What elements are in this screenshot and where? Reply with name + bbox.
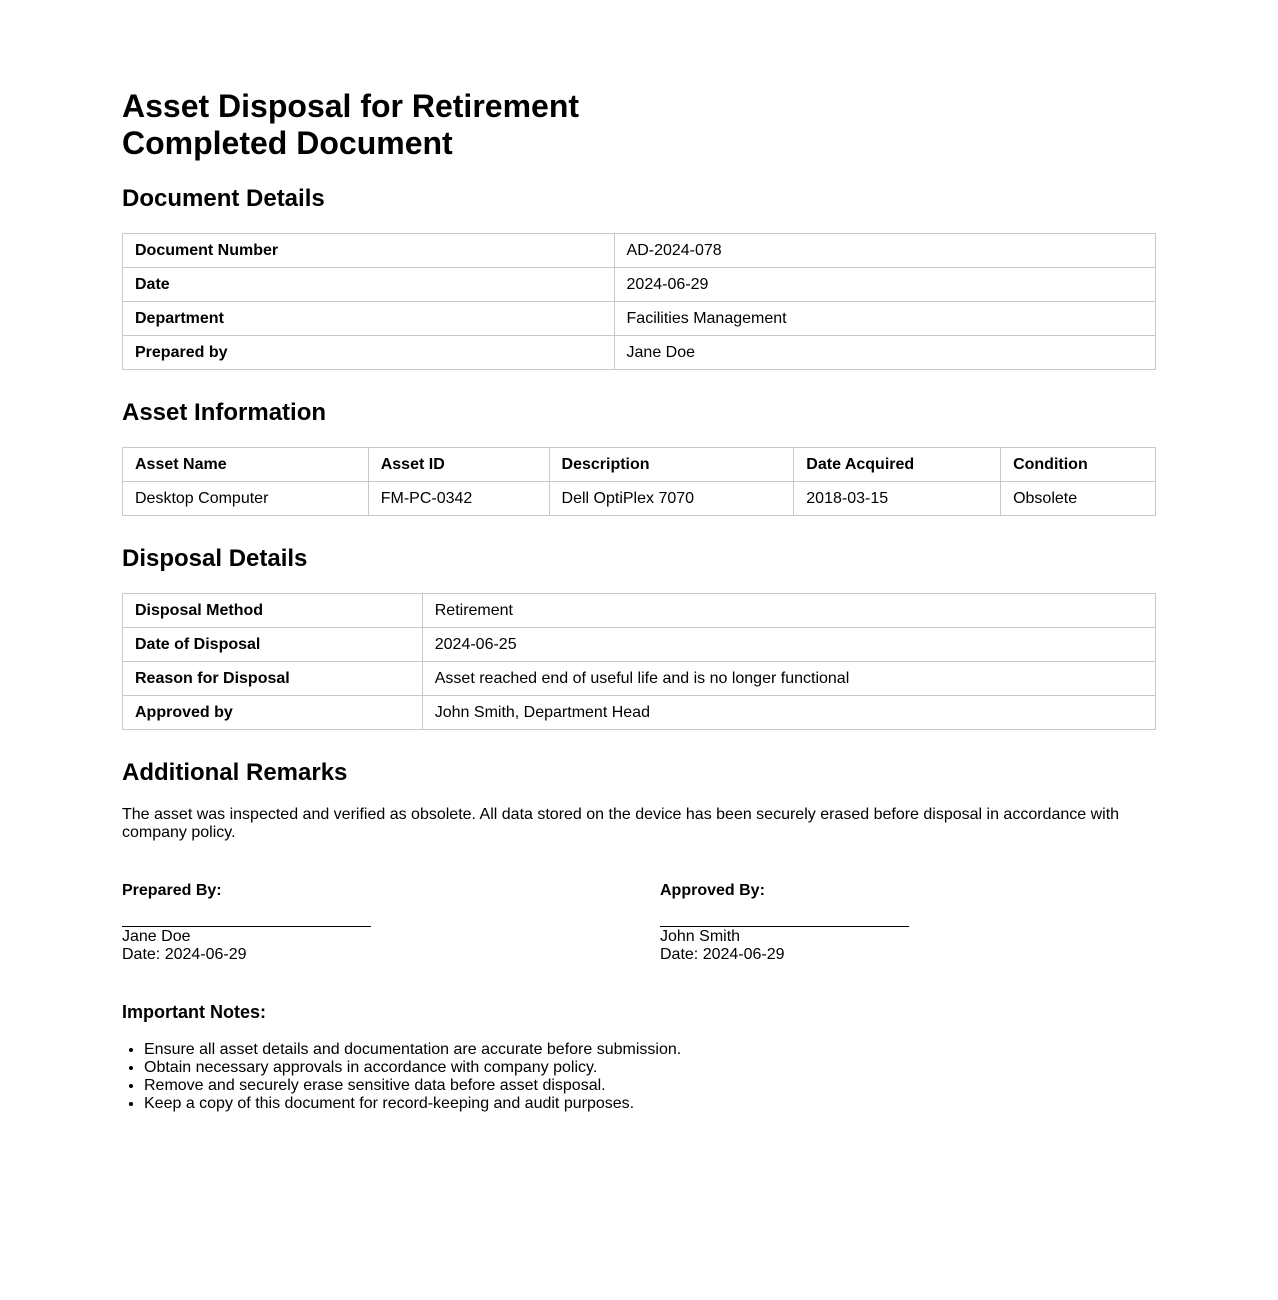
signature-line [660,926,909,927]
document-page [122,88,1156,1113]
signature-line [122,926,371,927]
row-label: Document Number [123,234,615,268]
approved-by-title: Approved By: [660,882,765,899]
row-value: Asset reached end of useful life and is no longer functional [422,662,1155,696]
signature-section [122,882,1156,1002]
document-details-table [122,233,1156,370]
disposal-details-heading: Disposal Details [122,545,308,572]
prepared-by-signature-block [122,882,422,964]
table-row [123,268,1156,302]
row-value: AD-2024-078 [614,234,1155,268]
row-label: Date of Disposal [123,628,423,662]
list-item: • Obtain necessary approvals in accordance with company policy. [144,1059,1156,1077]
prepared-by-name: Jane Doe [122,928,191,945]
disposal-details-table [122,593,1156,730]
row-value: Retirement [422,594,1155,628]
column-header-asset-name: Asset Name [123,448,369,482]
cell-condition: Obsolete [1001,482,1156,516]
cell-asset-name: Desktop Computer [123,482,369,516]
column-header-description: Description [549,448,794,482]
cell-description: Dell OptiPlex 7070 [549,482,794,516]
column-header-condition: Condition [1001,448,1156,482]
approved-by-signature-block [660,882,960,964]
cell-asset-id: FM-PC-0342 [368,482,549,516]
table-row [123,662,1156,696]
row-label: Disposal Method [123,594,423,628]
row-label: Approved by [123,696,423,730]
row-label: Prepared by [123,336,615,370]
table-row [123,628,1156,662]
table-row [123,302,1156,336]
list-item: • Keep a copy of this document for record-keeping and audit purposes. [144,1095,1156,1113]
row-value: Jane Doe [614,336,1155,370]
row-label: Reason for Disposal [123,662,423,696]
row-value: 2024-06-25 [422,628,1155,662]
asset-information-heading: Asset Information [122,399,327,426]
additional-remarks-text: The asset was inspected and verified as obsolete. All data stored on the device has been securely erased before disposal in accordance with company policy. [122,806,1120,841]
page-title [122,88,1156,162]
cell-date-acquired: 2018-03-15 [794,482,1001,516]
important-notes-list [122,1041,1156,1113]
column-header-asset-id: Asset ID [368,448,549,482]
row-value: Facilities Management [614,302,1155,336]
page-title-line-1: Asset Disposal for Retirement [122,88,580,124]
additional-remarks-heading: Additional Remarks [122,759,348,786]
row-value: John Smith, Department Head [422,696,1155,730]
page-title-line-2: Completed Document [122,125,453,161]
table-header-row [123,448,1156,482]
table-row [123,234,1156,268]
prepared-by-title: Prepared By: [122,882,222,899]
document-details-heading: Document Details [122,185,325,212]
table-row [123,696,1156,730]
asset-information-table [122,447,1156,516]
important-notes-heading: Important Notes: [122,1002,266,1022]
row-label: Department [123,302,615,336]
row-label: Date [123,268,615,302]
row-value: 2024-06-29 [614,268,1155,302]
list-item: • Ensure all asset details and documentation are accurate before submission. [144,1041,1156,1059]
prepared-by-date: Date: 2024-06-29 [122,946,247,963]
column-header-date-acquired: Date Acquired [794,448,1001,482]
approved-by-date: Date: 2024-06-29 [660,946,785,963]
table-row [123,594,1156,628]
list-item: • Remove and securely erase sensitive data before asset disposal. [144,1077,1156,1095]
approved-by-name: John Smith [660,928,741,945]
table-row [123,336,1156,370]
table-row [123,482,1156,516]
